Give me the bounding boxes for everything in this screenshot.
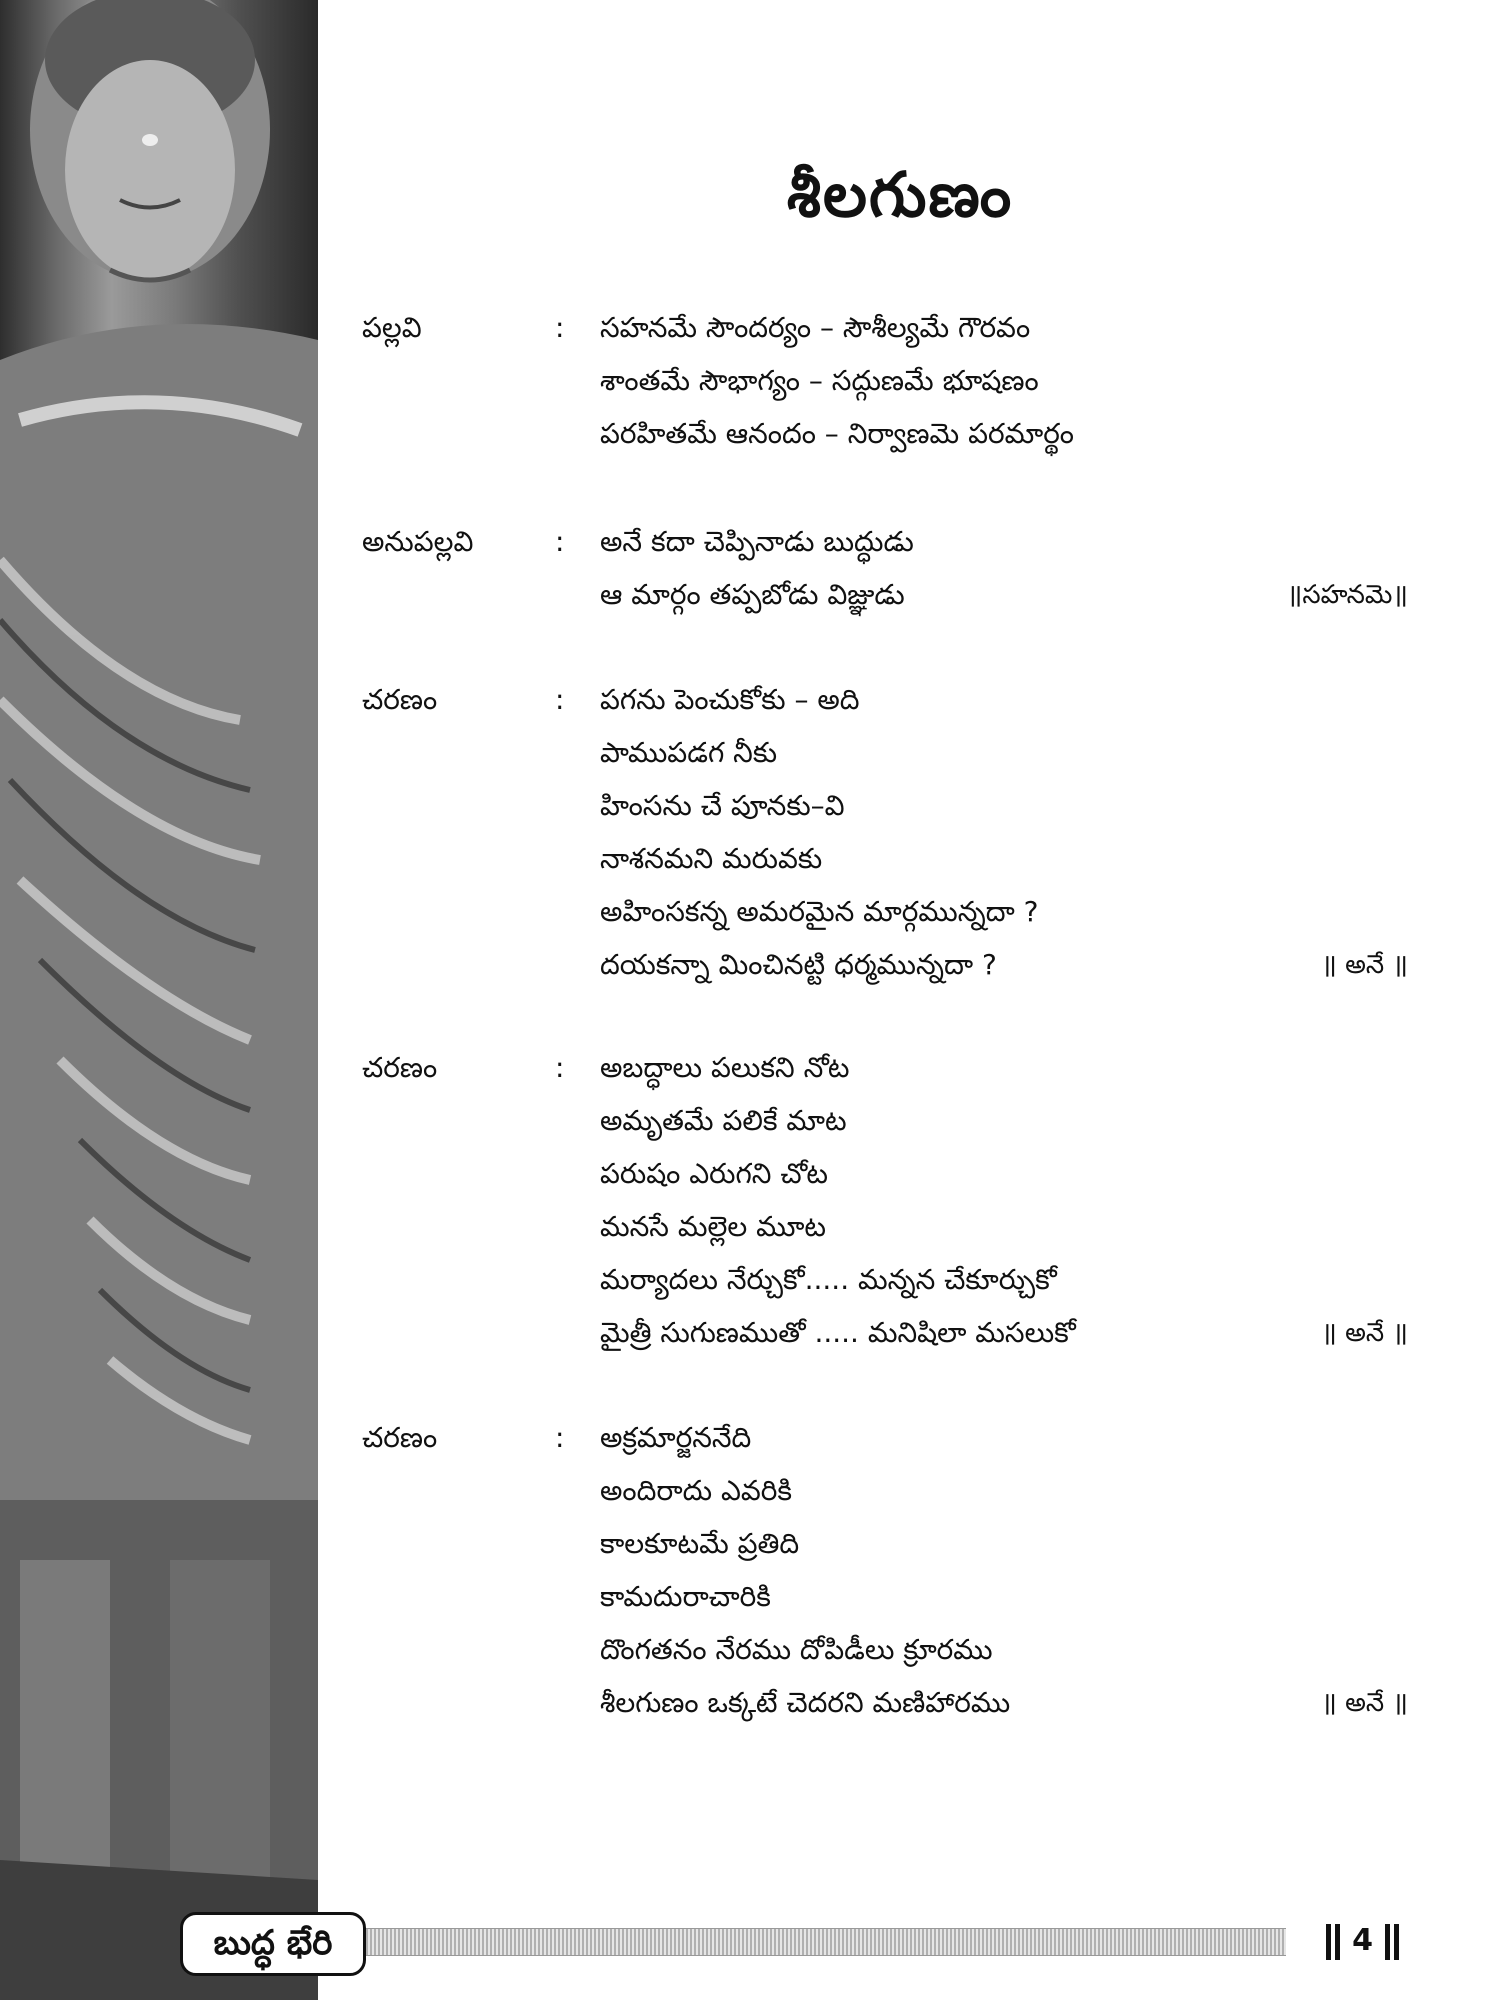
page-number: 4 <box>1352 1923 1373 1958</box>
footer-rule <box>366 1928 1286 1956</box>
verse-line: మనసే మల్లెల మూట <box>600 1210 827 1243</box>
verse-line: అహింసకన్న అమరమైన మార్గమున్నదా ? <box>600 895 1039 928</box>
buddha-statue-image <box>0 0 318 2000</box>
verse-line: పరహితమే ఆనందం – నిర్వాణమె పరమార్థం <box>600 417 1074 450</box>
refrain-marker: ॥సహనమె॥ <box>1286 580 1408 610</box>
section-label: చరణం <box>362 1051 438 1084</box>
verse-line: అక్రమార్జననేది <box>600 1421 752 1454</box>
verse-line: హింసను చే పూనకు–వి <box>600 789 845 822</box>
verse-line: దయకన్నా మించినట్టి ధర్మమున్నదా ? <box>600 948 997 981</box>
verse-line: శాంతమే సౌభాగ్యం – సద్గుణమే భూషణం <box>600 364 1039 397</box>
verse-line: పగను పెంచుకోకు – అది <box>600 683 860 716</box>
verse-line: నాశనమని మరువకు <box>600 842 823 875</box>
page-title: శీలగుణం <box>786 158 1014 231</box>
verse-line: సహనమే సౌందర్యం – సౌశీల్యమే గౌరవం <box>600 311 1031 344</box>
colon: : <box>555 525 565 558</box>
verse-line: కాలకూటమే ప్రతిది <box>600 1527 800 1560</box>
bar-ornament-left <box>1335 1924 1340 1960</box>
bar-ornament-left <box>1326 1924 1331 1960</box>
section-label: చరణం <box>362 1421 438 1454</box>
verse-line: పరుషం ఎరుగని చోట <box>600 1157 828 1190</box>
verse-line: అందిరాదు ఎవరికి <box>600 1474 792 1507</box>
verse-line: అమృతమే పలికే మాట <box>600 1104 847 1137</box>
verse-line: దొంగతనం నేరము దోపిడీలు క్రూరము <box>600 1633 993 1666</box>
section-label: అనుపల్లవి <box>362 525 474 558</box>
bar-ornament-right <box>1385 1924 1390 1960</box>
colon: : <box>555 311 565 344</box>
verse-line: పాముపడగ నీకు <box>600 736 778 769</box>
verse-line: కామదురాచారికి <box>600 1580 771 1613</box>
verse-line: ఆ మార్గం తప్పబోడు విజ్ఞుడు <box>600 578 905 611</box>
colon: : <box>555 1051 565 1084</box>
section-label: చరణం <box>362 683 438 716</box>
refrain-marker: ॥ అనే ॥ <box>1321 1318 1408 1348</box>
verse-line: అబద్ధాలు పలుకని నోట <box>600 1051 850 1084</box>
bar-ornament-right <box>1394 1924 1399 1960</box>
verse-line: మైత్రీ సుగుణముతో ..... మనిషిలా మసలుకో <box>600 1316 1076 1349</box>
colon: : <box>555 1421 565 1454</box>
colon: : <box>555 683 565 716</box>
verse-line: మర్యాదలు నేర్చుకో..... మన్నన చేకూర్చుకో <box>600 1263 1057 1296</box>
verse-line: అనే కదా చెప్పినాడు బుద్ధుడు <box>600 525 914 558</box>
page-number-box <box>1300 1916 1425 1966</box>
refrain-marker: ॥ అనే ॥ <box>1321 1688 1408 1718</box>
refrain-marker: ॥ అనే ॥ <box>1321 950 1408 980</box>
page-footer <box>180 1912 1425 1972</box>
section-label: పల్లవి <box>362 311 422 344</box>
verse-line: శీలగుణం ఒక్కటే చెదరని మణిహారము <box>600 1686 1011 1719</box>
book-name-badge: బుద్ధ భేరి <box>180 1912 366 1976</box>
